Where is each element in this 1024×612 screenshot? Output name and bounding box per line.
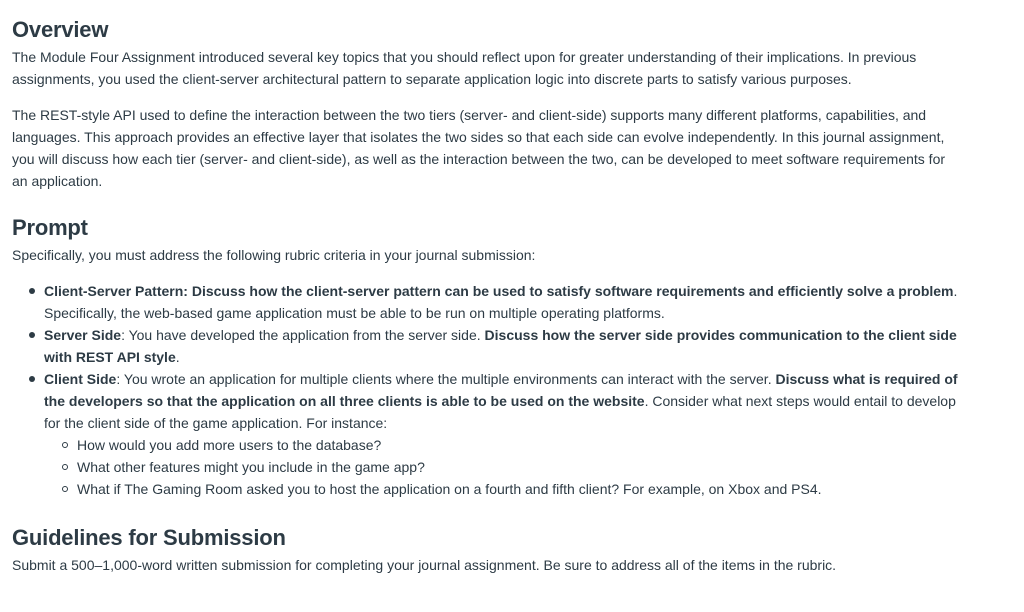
prompt-section [12, 214, 964, 500]
criterion-text: : You have developed the application from the server side. [121, 327, 485, 343]
criterion-label: Server Side [44, 327, 122, 343]
overview-paragraph-1: The Module Four Assignment introduced several key topics that you should reflect upon for greater understanding of their implications. In previous assignments, you used the client-server architectural pattern to separate application logic into discrete parts to satisfy various purposes. [12, 49, 917, 87]
criterion-client-server-pattern [44, 280, 964, 324]
criterion-text: . [175, 349, 180, 365]
criterion-text: . Consider what next steps would entail to develop for the client side of the game application. For instance: [44, 393, 956, 431]
criterion-server-side [44, 324, 964, 368]
criterion-bold-text: Discuss how the server side provides communication to the client side with REST API style [44, 327, 957, 365]
criterion-label: Client Side [44, 371, 117, 387]
criterion-bold-text: Discuss how the client-server pattern can be used to satisfy software requirements and efficiently solve a problem [187, 283, 954, 299]
overview-paragraph-2: The REST-style API used to define the interaction between the two tiers (server- and client-side) supports many different platforms, capabilities, and languages. This approach provides an effective layer that isolates the two sides so that each side can evolve independently. In this journal assignment, you will discuss how each tier (server- and client-side), as well as the interaction between the two, can be developed to meet software requirements for an application. [12, 107, 946, 189]
list-item: How would you add more users to the database? [77, 434, 964, 456]
criterion-text: : You wrote an application for multiple clients where the multiple environments can interact with the server. [116, 371, 776, 387]
prompt-intro: Specifically, you must address the following rubric criteria in your journal submission: [12, 247, 536, 263]
list-item: What if The Gaming Room asked you to host the application on a fourth and fifth client? For example, on Xbox and PS4. [77, 478, 964, 500]
guidelines-text: Submit a 500–1,000-word written submission for completing your journal assignment. Be sure to address all of the items in the rubric. [12, 557, 837, 573]
rubric-criteria-list [12, 280, 964, 500]
guidelines-heading: Guidelines for Submission [12, 525, 286, 550]
criterion-text: . Specifically, the web-based game application must be able to be run on multiple operating platforms. [44, 283, 958, 321]
overview-heading: Overview [12, 17, 109, 42]
overview-section [12, 16, 964, 192]
criterion-bold-text: Discuss what is required of the developers so that the application on all three clients is able to be used on the website [44, 371, 958, 409]
guidelines-section [12, 524, 964, 576]
prompt-heading: Prompt [12, 215, 88, 240]
list-item: What other features might you include in the game app? [77, 456, 964, 478]
criterion-client-side [44, 368, 964, 500]
criterion-label: Client-Server Pattern: [44, 283, 188, 299]
client-side-questions-list [44, 434, 964, 500]
